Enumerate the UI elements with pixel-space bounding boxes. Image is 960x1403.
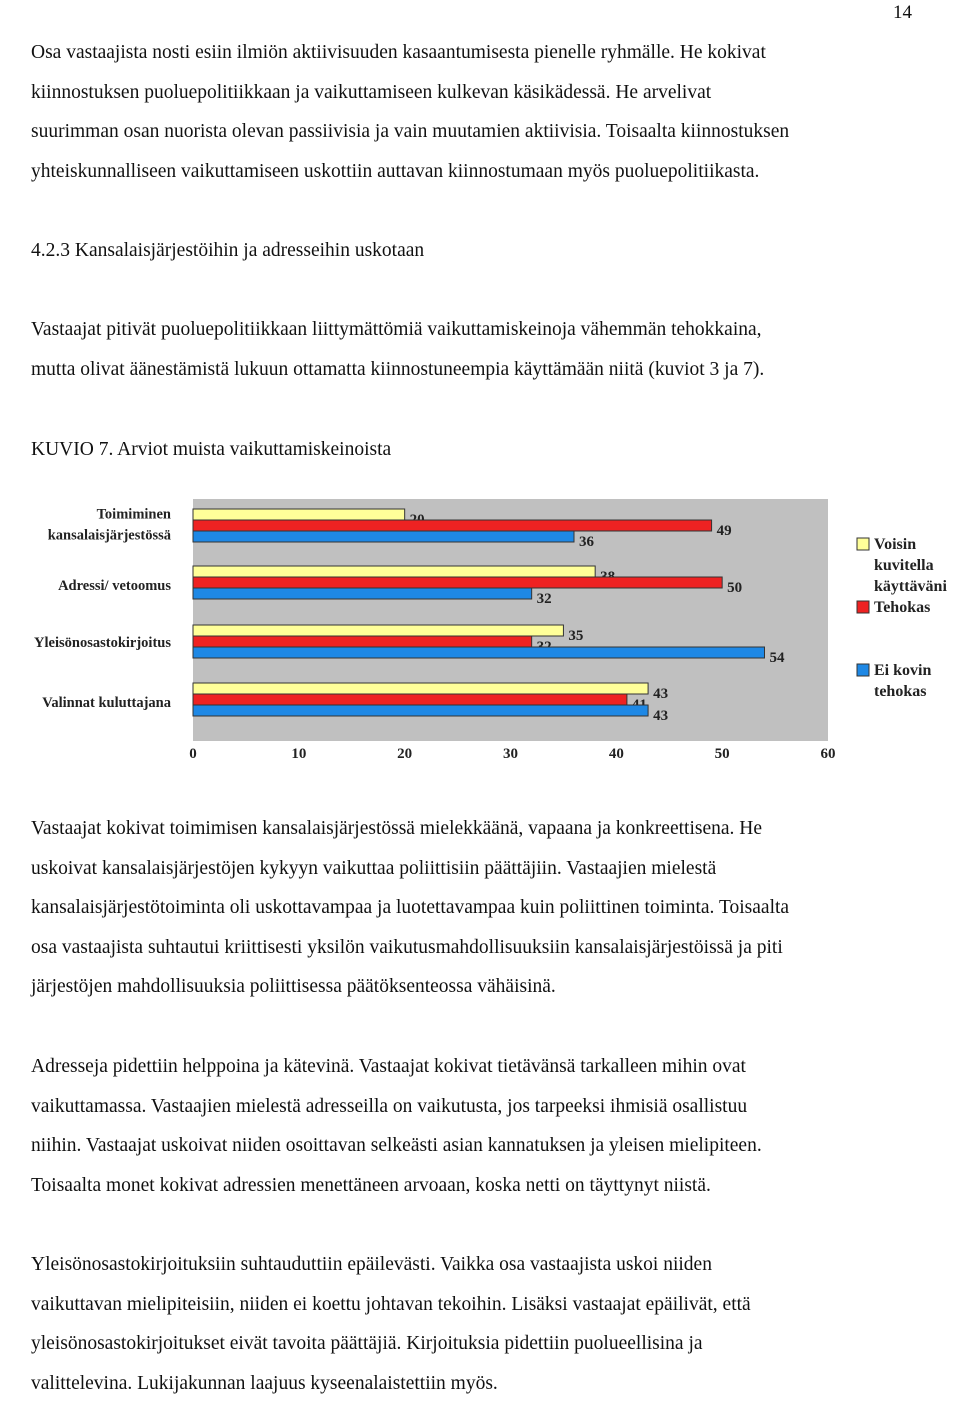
legend-swatch: [857, 538, 869, 550]
intro-paragraph: [31, 33, 936, 191]
text-line: Osa vastaajista nosti esiin ilmiön aktiivisuuden kasaantumisesta pienelle ryhmälle. He kokivat: [31, 42, 766, 63]
x-tick-label: 40: [608, 746, 624, 762]
legend-label: Tehokas: [874, 599, 931, 616]
text-line: järjestöjen mahdollisuuksia poliittisessa päätöksenteossa vähäisinä.: [31, 976, 556, 998]
bar-value-label: 54: [769, 650, 785, 666]
category-label: Yleisönosastokirjoitus: [34, 635, 171, 651]
text-line: kansalaisjärjestötoiminta oli uskottavampaa ja luotettavampaa kuin poliittinen toiminta. Toisaalta: [31, 897, 790, 919]
text-line: Adresseja pidettiin helppoina ja kätevinä. Vastaajat kokivat tietävänsä tarkalleen mihin ovat: [31, 1056, 746, 1077]
bar: [193, 566, 595, 577]
text-line: valittelevina. Lukijakunnan laajuus kyseenalaistettiin myös.: [31, 1372, 498, 1394]
legend-label: Ei kovin tehokas: [874, 662, 932, 700]
x-tick-label: 0: [189, 746, 197, 762]
text-line: yleisönosastokirjoitukset eivät tavoita päättäjiä. Kirjoituksia pidettiin puolueellisina ja: [31, 1333, 703, 1355]
bar-value-label: 43: [653, 708, 669, 724]
x-tick-label: 50: [714, 746, 730, 762]
x-tick-label: 10: [291, 746, 307, 762]
paragraph-yleisonosasto: [31, 1245, 936, 1403]
bar-value-label: 43: [653, 686, 669, 702]
bar-value-label: 35: [568, 628, 584, 644]
category-labels: [34, 507, 172, 712]
bar: [193, 577, 722, 588]
bar-value-label: 50: [727, 580, 743, 596]
section-paragraph: [31, 310, 936, 389]
text-line: vaikuttamassa. Vastaajien mielestä adresseilla on vaikutusta, jos tarpeeksi ihmisiä osallistuu: [31, 1095, 748, 1117]
figure-caption: KUVIO 7. Arviot muista vaikuttamiskeinoista: [31, 439, 392, 460]
bar: [193, 647, 765, 658]
text-line: kiinnostuksen puoluepolitiikkaan ja vaikuttamiseen kulkevan käsikädessä. He arvelivat: [31, 81, 712, 103]
category-label: Adressi/ vetoomus: [58, 578, 171, 594]
legend-label: Voisin kuvitella käyttäväni: [874, 536, 947, 595]
paragraph-adressit: [31, 1047, 936, 1205]
bar: [193, 509, 405, 520]
bar: [193, 531, 574, 542]
text-line: mutta olivat äänestämistä lukuun ottamatta kiinnostuneempia käyttämään niitä (kuviot 3 ja 7).: [31, 358, 765, 380]
bar-chart: [0, 488, 960, 773]
category-label: Valinnat kuluttajana: [42, 695, 171, 711]
bar: [193, 636, 532, 647]
bar: [193, 694, 627, 705]
text-line: Toisaalta monet kokivat adressien menettäneen arvoaan, koska netti on täyttynyt niistä.: [31, 1174, 711, 1196]
text-line: niihin. Vastaajat uskoivat niiden osoittavan selkeästi asian kannatuksen ja yleisen mielipiteen.: [31, 1135, 762, 1157]
text-line: osa vastaajista suhtautui kriittisesti yksilön vaikutusmahdollisuuksiin kansalaisjärjestöissä ja piti: [31, 936, 783, 958]
bar: [193, 683, 648, 694]
bar: [193, 705, 648, 716]
text-line: suurimman osan nuorista olevan passiivisia ja vain muutamien aktiivisia. Toisaalta kiinnostuksen: [31, 121, 790, 143]
category-label: Toimiminen kansalaisjärjestössä: [47, 506, 171, 544]
paragraph-kansalaisjarjestot: [31, 809, 936, 1007]
text-line: vaikuttavan mielipiteisiin, niiden ei koettu johtavan tekoihin. Lisäksi vastaajat epäilivät, että: [31, 1293, 751, 1315]
x-axis-ticks: [189, 746, 835, 762]
bar-value-label: 32: [536, 591, 552, 607]
bar: [193, 588, 532, 599]
x-tick-label: 60: [820, 746, 836, 762]
bar-value-label: 49: [716, 523, 732, 539]
text-line: uskoivat kansalaisjärjestöjen kykyyn vaikuttaa poliittisiin päättäjiin. Vastaajien mielestä: [31, 857, 717, 879]
bar: [193, 520, 712, 531]
bar: [193, 625, 563, 636]
x-tick-label: 30: [503, 746, 518, 762]
text-line: Vastaajat pitivät puoluepolitiikkaan liittymättömiä vaikuttamiskeinoja vähemmän tehokkaina,: [31, 319, 762, 340]
legend: [857, 536, 947, 700]
text-line: Yleisönosastokirjoituksiin suhtauduttiin epäilevästi. Vaikka osa vastaajista uskoi niiden: [31, 1254, 712, 1275]
section-heading: 4.2.3 Kansalaisjärjestöihin ja adresseihin uskotaan: [31, 240, 425, 261]
page-number: 14: [893, 2, 912, 23]
x-tick-label: 20: [397, 746, 413, 762]
bar-value-label: 36: [579, 534, 594, 550]
legend-swatch: [857, 601, 869, 613]
legend-swatch: [857, 664, 869, 676]
text-line: yhteiskunnalliseen vaikuttamiseen uskottiin auttavan kiinnostumaan myös puoluepolitiikasta.: [31, 160, 760, 182]
text-line: Vastaajat kokivat toimimisen kansalaisjärjestössä mielekkäänä, vapaana ja konkreettisena. He: [31, 818, 762, 839]
